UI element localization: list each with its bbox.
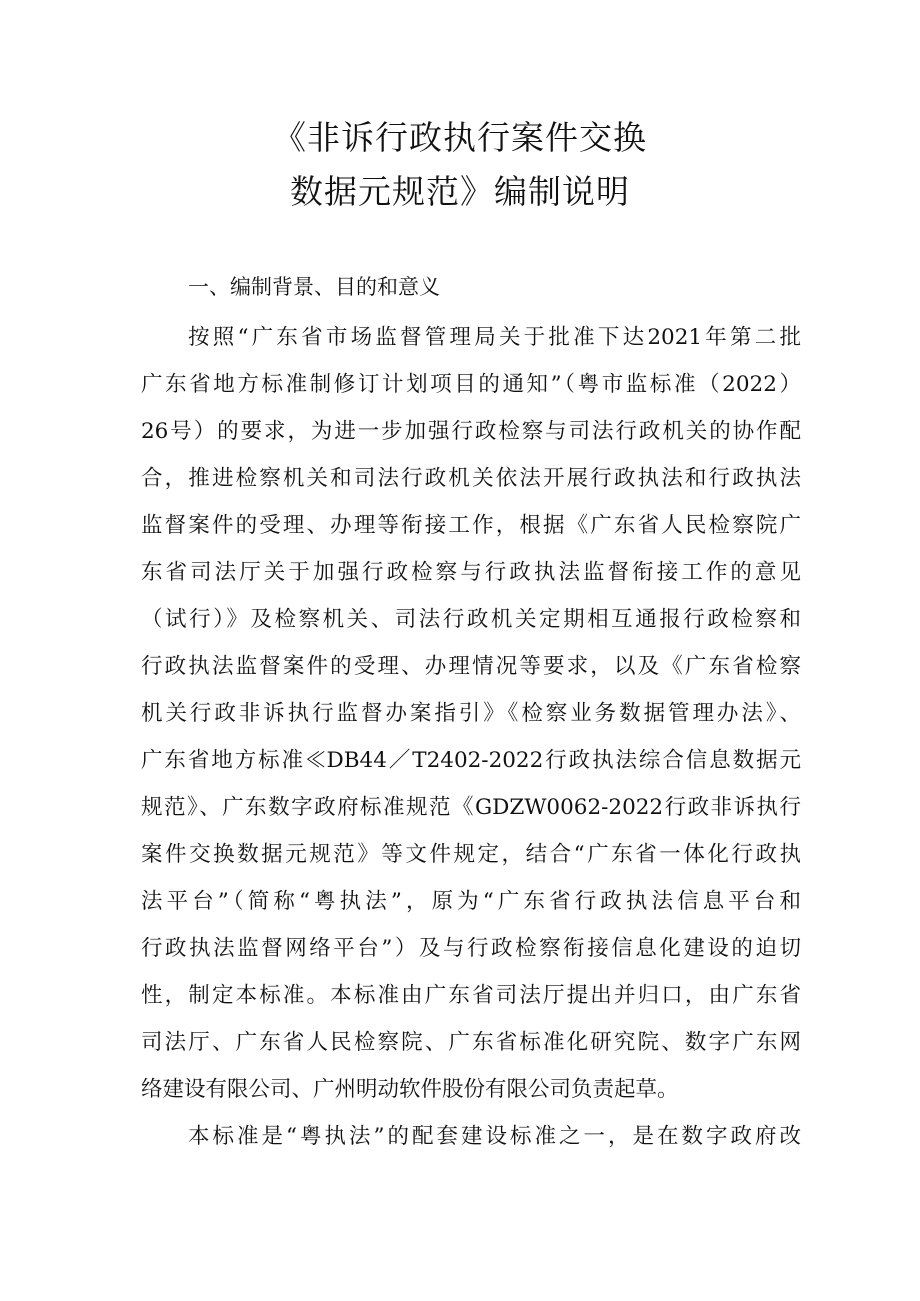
paragraph-line: 规范》、广东数字政府标准规范《GDZW0062-2022行政非诉执行 bbox=[141, 795, 801, 820]
paragraph-line: 性，制定本标准。本标准由广东省司法厅提出并归口，由广东省 bbox=[141, 983, 801, 1008]
paragraph-line: 司法厅、广东省人民检察院、广东省标准化研究院、数字广东网 bbox=[141, 1030, 801, 1055]
paragraph-line: 监督案件的受理、办理等衔接工作，根据《广东省人民检察院广 bbox=[141, 513, 801, 538]
paragraph-line: 广东省地方标准≪DB44／T2402-2022行政执法综合信息数据元 bbox=[141, 748, 801, 773]
paragraph-line: 机关行政非诉执行监督办案指引》《检察业务数据管理办法》、 bbox=[141, 701, 801, 726]
paragraph-line: 本标准是“粤执法”的配套建设标准之一，是在数字政府改 bbox=[188, 1124, 801, 1149]
paragraph-line: 法平台”（简称“粤执法”，原为“广东省行政执法信息平台和 bbox=[141, 889, 801, 914]
paragraph-line: 东省司法厅关于加强行政检察与行政执法监督衔接工作的意见 bbox=[141, 560, 801, 585]
paragraph-line: 行政执法监督案件的受理、办理情况等要求，以及《广东省检察 bbox=[141, 654, 801, 679]
paragraph-line: 广东省地方标准制修订计划项目的通知”（粤市监标准（2022） bbox=[141, 372, 801, 397]
paragraph-line: 合，推进检察机关和司法行政机关依法开展行政执法和行政执法 bbox=[141, 466, 801, 491]
paragraph-line: 按照“广东省市场监督管理局关于批准下达2021年第二批 bbox=[188, 325, 801, 350]
paragraph-line: 案件交换数据元规范》等文件规定，结合“广东省一体化行政执 bbox=[141, 842, 801, 867]
document-title-line-1: 《非诉行政执行案件交换 bbox=[273, 118, 647, 157]
document-title-line-2: 数据元规范》编制说明 bbox=[290, 172, 630, 211]
section-heading: 一、编制背景、目的和意义 bbox=[188, 275, 440, 299]
paragraph-line: 26号）的要求，为进一步加强行政检察与司法行政机关的协作配 bbox=[141, 419, 801, 444]
paragraph-line: 络建设有限公司、广州明动软件股份有限公司负责起草。 bbox=[141, 1077, 679, 1102]
paragraph-line: 行政执法监督网络平台”）及与行政检察衔接信息化建设的迫切 bbox=[141, 936, 801, 961]
paragraph-line: （试行）》及检察机关、司法行政机关定期相互通报行政检察和 bbox=[141, 607, 801, 632]
